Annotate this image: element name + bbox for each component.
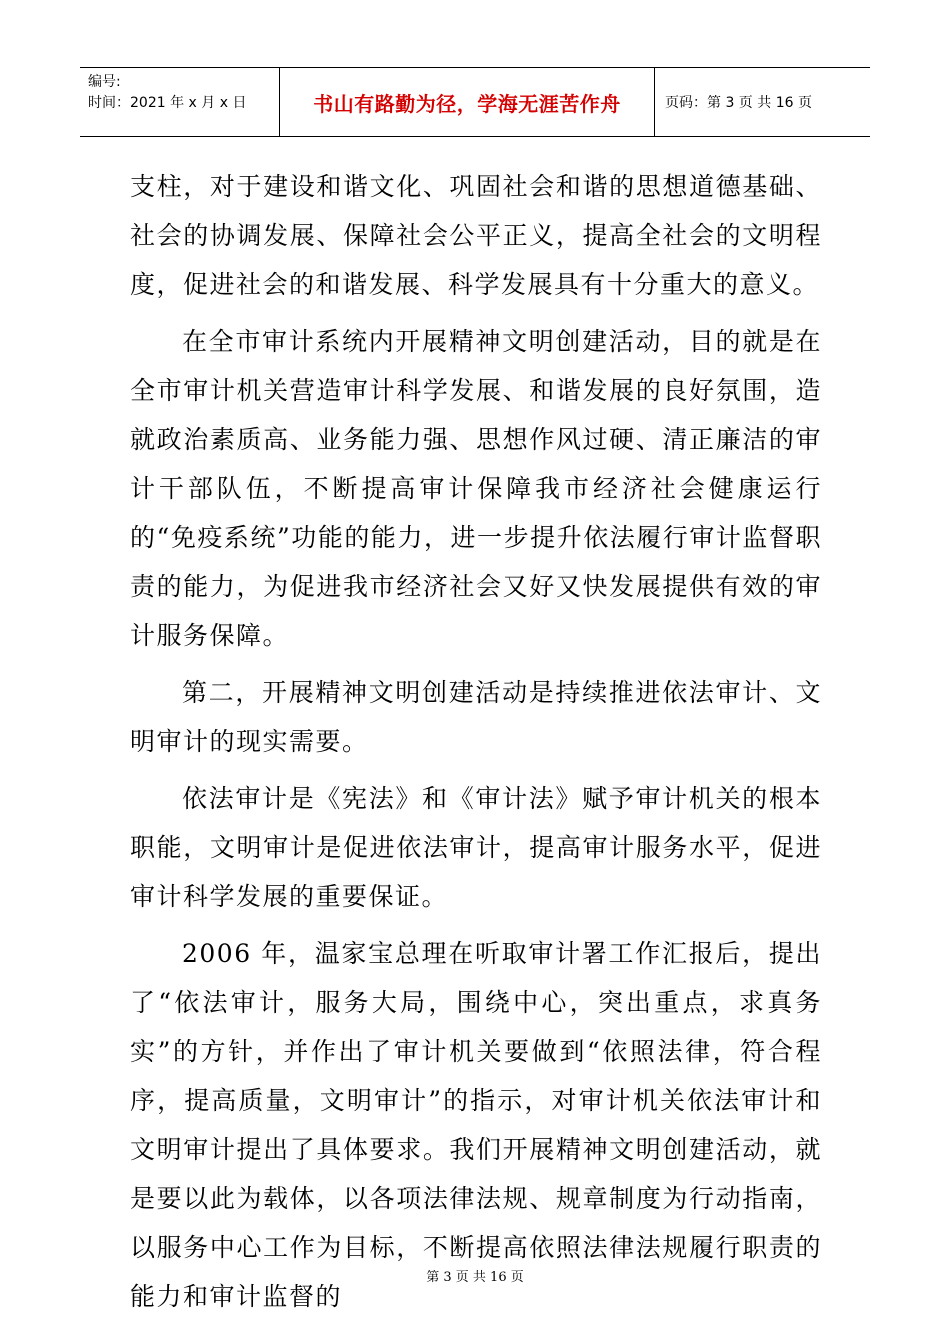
footer-page-number: 第 3 页 共 16 页	[426, 1270, 524, 1285]
header-meta	[80, 68, 280, 136]
paragraph-heading: 第二，开展精神文明创建活动是持续推进依法审计、文明审计的现实需要。	[130, 678, 822, 756]
page-info-text: 页码：第 3 页 共 16 页	[665, 95, 812, 111]
paragraph: 在全市审计系统内开展精神文明创建活动，目的就是在全市审计机关营造审计科学发展、和谐发展的良好氛围，造就政治素质高、业务能力强、思想作风过硬、清正廉洁的审计干部队伍，不断提高审计保障我市经济社会健康运行的“免疫系统”功能的能力，进一步提升依法履行审计监督职责的能力，为促进我市经济社会又好又快发展提供有效的审计服务保障。	[130, 327, 822, 650]
paragraph: 依法审计是《宪法》和《审计法》赋予审计机关的根本职能，文明审计是促进依法审计，提高审计服务水平，促进审计科学发展的重要保证。	[130, 784, 822, 911]
document-time-label: 时间：2021 年 x 月 x 日	[88, 95, 247, 111]
header-motto-cell	[280, 68, 655, 136]
document-number-label: 编号:	[88, 74, 121, 90]
page-footer	[0, 1266, 950, 1285]
motto-text: 书山有路勤为径，学海无涯苦作舟	[313, 91, 621, 116]
document-body	[130, 162, 822, 1329]
page-header	[80, 67, 870, 137]
paragraph: 2006 年，温家宝总理在听取审计署工作汇报后，提出了“依法审计，服务大局，围绕中心，突出重点，求真务实”的方针，并作出了审计机关要做到“依照法律，符合程序，提高质量，文明审计”的指示，对审计机关依法审计和文明审计提出了具体要求。我们开展精神文明创建活动，就是要以此为载体，以各项法律法规、规章制度为行动指南，以服务中心工作为目标，不断提高依照法律法规履行职责的能力和审计监督的	[130, 939, 822, 1311]
paragraph-continuation: 支柱，对于建设和谐文化、巩固社会和谐的思想道德基础、社会的协调发展、保障社会公平正义，提高全社会的文明程度，促进社会的和谐发展、科学发展具有十分重大的意义。	[130, 172, 822, 299]
header-page-info	[655, 68, 870, 136]
